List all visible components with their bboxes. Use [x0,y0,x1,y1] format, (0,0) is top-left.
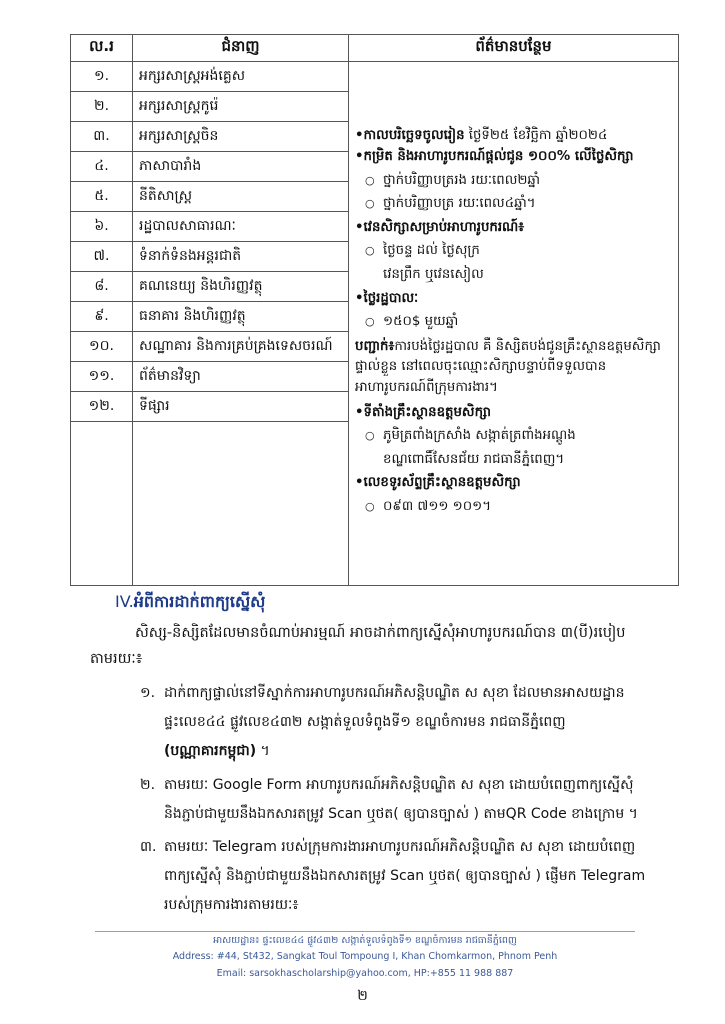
row-major: ព័ត៌មានវិទ្យា [133,362,349,392]
fee-info: •ថ្លៃរដ្ឋបាលៈ [355,290,419,306]
fee-item: ○ ១៥០$ មួយឆ្នាំ [365,314,459,330]
deadline-info: •កាលបរិច្ឆេទចូលរៀន ថ្ងៃទី២៥ ខែវិច្ឆិកា ឆ្នាំ២០២៤ [355,128,608,144]
row-number: ៩. [71,302,133,332]
list-item: ២. តាមរយៈ Google Form អាហារូបករណ៍អភិសន្តិបណ្ឌិត ស សុខា ដោយបំពេញពាក្យស្នើសុំ និងភ្ជាប់ជាមួយនឹងឯកសារតម្រូវ Scan ឬថត( ឲ្យបានច្បាស់ ) តាមQR Code ខាងក្រោម ។ [140,777,638,822]
schedule-detail: វេនព្រឹក ឬវេនសៀល [383,266,484,282]
empty-cell [133,422,349,586]
row-major: អក្សរសាស្ត្រកូរ៉េ [133,92,349,122]
footer-divider [95,931,635,932]
footer-khmer-address: អាសយដ្ឋាន៖ ផ្ទះលេខ៤៤ ផ្លូវ៤៣២ សង្កាត់ទួលទំពូងទី១ ខណ្ឌចំការមន រាជធានីភ្នំពេញ [213,935,517,946]
phone-info: •លេខទូរស័ព្ទគ្រឹះស្ថានឧត្តមសិក្សា [355,475,521,491]
header-major: ជំនាញ [133,35,349,62]
header-info: ព័ត៌មានបន្ថែម [349,35,679,62]
note-paragraph: បញ្ជាក់៖ការបង់ថ្លៃរដ្ឋបាល គឺ និស្សិតបង់ជូនគ្រឹះស្ថានឧត្តមសិក្សា ផ្ទាល់ខ្លួន នៅពេលចុះឈ្មោះសិក្សាបន្ទាប់ពីទទួលបានអាហារូបករណ៍ពីក្រុមការងារ។ [355,338,661,396]
section-number: IV. [115,592,134,611]
row-major: រដ្ឋបាលសាធារណៈ [133,212,349,242]
criteria-info: •កម្រិត និងអាហារូបករណ៍ផ្តល់ជូន ១០០% លើថ្លៃសិក្សា [355,148,634,164]
row-number: ៥. [71,182,133,212]
row-number: ១២. [71,392,133,422]
row-number: ១០. [71,332,133,362]
row-number: ១១. [71,362,133,392]
row-major: ទីផ្សារ [133,392,349,422]
criteria-item: ○ ថ្នាក់បរិញ្ញាបត្រ រយៈពេល៤ឆ្នាំ។ [365,196,536,212]
row-number: ៦. [71,212,133,242]
location-detail: ខណ្ឌពោធិ៍សែនជ័យ រាជធានីភ្នំពេញ។ [383,451,565,467]
row-number: ៨. [71,272,133,302]
row-number: ២. [71,92,133,122]
majors-table [70,34,679,586]
list-item: ១. ដាក់ពាក្យផ្ទាល់នៅទីស្នាក់ការអាហារូបករណ៍អភិសន្តិបណ្ឌិត ស សុខា ដែលមានអាសយដ្ឋាន ផ្ទះលេខ៤៤ ផ្លូវលេខ៤៣២ សង្កាត់ទួលទំពូងទី១ ខណ្ឌចំការមន រាជធានីភ្នំពេញ (បណ្ណាគារកម្ពុជា) ។ [140,685,625,759]
criteria-item: ○ ថ្នាក់បរិញ្ញាបត្ររង រយៈពេល២ឆ្នាំ [365,172,541,188]
row-number: ៤. [71,152,133,182]
phone-item: ○ ០៩៣ ៧១១ ១០១។ [365,499,491,515]
row-number: ៧. [71,242,133,272]
footer-address: Address: #44, St432, Sangkat Toul Tompoung I, Khan Chomkarmon, Phnom Penh [172,951,558,962]
schedule-info: •វេនសិក្សាសម្រាប់អាហារូបករណ៍៖ [355,219,525,235]
row-major: ទំនាក់ទំនងអន្តរជាតិ [133,242,349,272]
row-major: នីតិសាស្ត្រ [133,182,349,212]
row-major: អក្សរសាស្ត្រអង់គ្លេស [133,62,349,92]
page-number: ២ [357,988,368,1004]
row-major: ធនាគារ និងហិរញ្ញវត្ថុ [133,302,349,332]
row-major: គណនេយ្យ និងហិរញ្ញវត្ថុ [133,272,349,302]
row-number: ៣. [71,122,133,152]
empty-cell [71,422,133,586]
row-major: សណ្ឋាគារ និងការគ្រប់គ្រងទេសចរណ៍ [133,332,349,362]
schedule-item: ○ ថ្ងៃចន្ទ ដល់ ថ្ងៃសុក្រ [365,243,480,259]
section-heading [115,591,265,615]
intro-line-2: តាមរយៈ៖ [90,651,143,667]
row-major: អក្សរសាស្ត្រចិន [133,122,349,152]
row-number: ១. [71,62,133,92]
info-cell [349,62,679,586]
list-item: ៣. តាមរយៈ Telegram របស់ក្រុមការងារអាហារូបករណ៍អភិសន្តិបណ្ឌិត ស សុខា ដោយបំពេញ ពាក្យស្នើសុំ និងភ្ជាប់ជាមួយនឹងឯកសារតម្រូវ Scan ឬថត( ឲ្យបានច្បាស់ ) ផ្ញើមក Telegram របស់ក្រុមការងារតាមរយៈ៖ [140,839,646,913]
location-item: ○ ភូមិត្រពាំងក្រសាំង សង្កាត់ត្រពាំងអណ្តូង [365,428,576,444]
location-info: •ទីតាំងគ្រឹះស្ថានឧត្តមសិក្សា [355,404,492,420]
row-major: ភាសាបារាំង [133,152,349,182]
intro-line-1: សិស្ស-និស្សិតដែលមានចំណាប់អារម្មណ៍ អាចដាក់ពាក្យស្នើសុំអាហារូបករណ៍បាន ៣(បី)របៀប [135,625,626,641]
section-title: អំពីការដាក់ពាក្យស្នើសុំ [133,592,266,611]
header-number: ល.រ [71,35,133,62]
footer-email: Email: sarsokhascholarship@yahoo.com, HP:+855 11 988 887 [216,968,514,979]
